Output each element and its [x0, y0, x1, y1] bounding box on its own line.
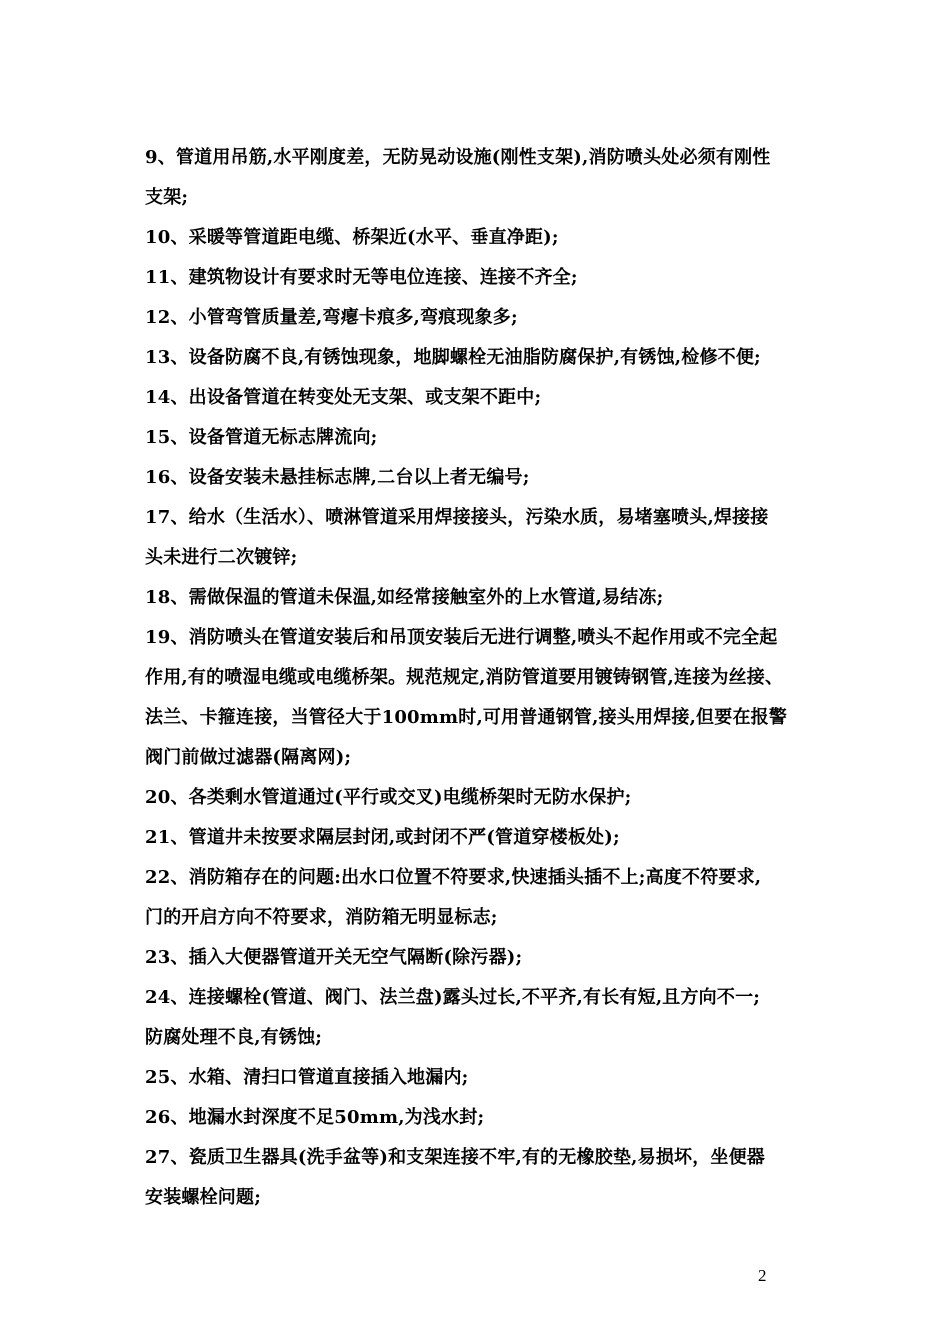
text-line: 20、各类剩水管道通过(平行或交叉)电缆桥架时无防水保护; [145, 787, 632, 808]
text-line: 9、管道用吊筋,水平刚度差，无防晃动设施(刚性支架),消防喷头处必须有刚性 [145, 147, 771, 168]
text-line: 10、采暖等管道距电缆、桥架近(水平、垂直净距); [145, 227, 559, 248]
text-line: 17、给水（生活水）、喷淋管道采用焊接接头，污染水质，易堵塞喷头,焊接接 [145, 507, 769, 528]
text-line: 14、出设备管道在转变处无支架、或支架不距中; [145, 387, 542, 408]
text-line: 21、管道井未按要求隔层封闭,或封闭不严(管道穿楼板处); [145, 827, 620, 848]
text-line: 16、设备安装未悬挂标志牌,二台以上者无编号; [145, 467, 530, 488]
text-line: 法兰、卡箍连接，当管径大于100mm时,可用普通钢管,接头用焊接,但要在报警 [145, 707, 788, 728]
text-line: 作用,有的喷湿电缆或电缆桥架。规范规定,消防管道要用镀铸钢管,连接为丝接、 [145, 667, 784, 688]
text-line: 27、瓷质卫生器具(洗手盆等)和支架连接不牢,有的无橡胶垫,易损坏，坐便器 [145, 1147, 766, 1168]
text-line: 19、消防喷头在管道安装后和吊顶安装后无进行调整,喷头不起作用或不完全起 [145, 627, 778, 648]
text-line: 防腐处理不良,有锈蚀; [145, 1027, 323, 1048]
text-line: 18、需做保温的管道未保温,如经常接触室外的上水管道,易结冻; [145, 587, 664, 608]
text-line: 25、水箱、清扫口管道直接插入地漏内; [145, 1067, 469, 1088]
text-line: 24、连接螺栓(管道、阀门、法兰盘)露头过长,不平齐,有长有短,且方向不一; [145, 987, 761, 1008]
text-line: 头未进行二次镀锌; [145, 547, 298, 568]
text-line: 安装螺栓问题; [145, 1187, 262, 1208]
text-line: 13、设备防腐不良,有锈蚀现象，地脚螺栓无油脂防腐保护,有锈蚀,检修不便; [145, 347, 761, 368]
text-line: 12、小管弯管质量差,弯瘪卡痕多,弯痕现象多; [145, 307, 518, 328]
body-text [145, 138, 835, 1218]
text-line: 11、建筑物设计有要求时无等电位连接、连接不齐全; [145, 267, 578, 288]
text-line: 26、地漏水封深度不足50mm,为浅水封; [145, 1107, 485, 1128]
page-number: 2 [758, 1266, 767, 1285]
text-line: 阀门前做过滤器(隔离网); [145, 747, 352, 768]
text-line: 15、设备管道无标志牌流向; [145, 427, 378, 448]
text-line: 门的开启方向不符要求，消防箱无明显标志; [145, 907, 498, 928]
text-line: 23、插入大便器管道开关无空气隔断(除污器); [145, 947, 523, 968]
text-line: 22、消防箱存在的问题:出水口位置不符要求,快速插头插不上;高度不符要求, [145, 867, 762, 888]
text-line: 支架; [145, 187, 189, 208]
